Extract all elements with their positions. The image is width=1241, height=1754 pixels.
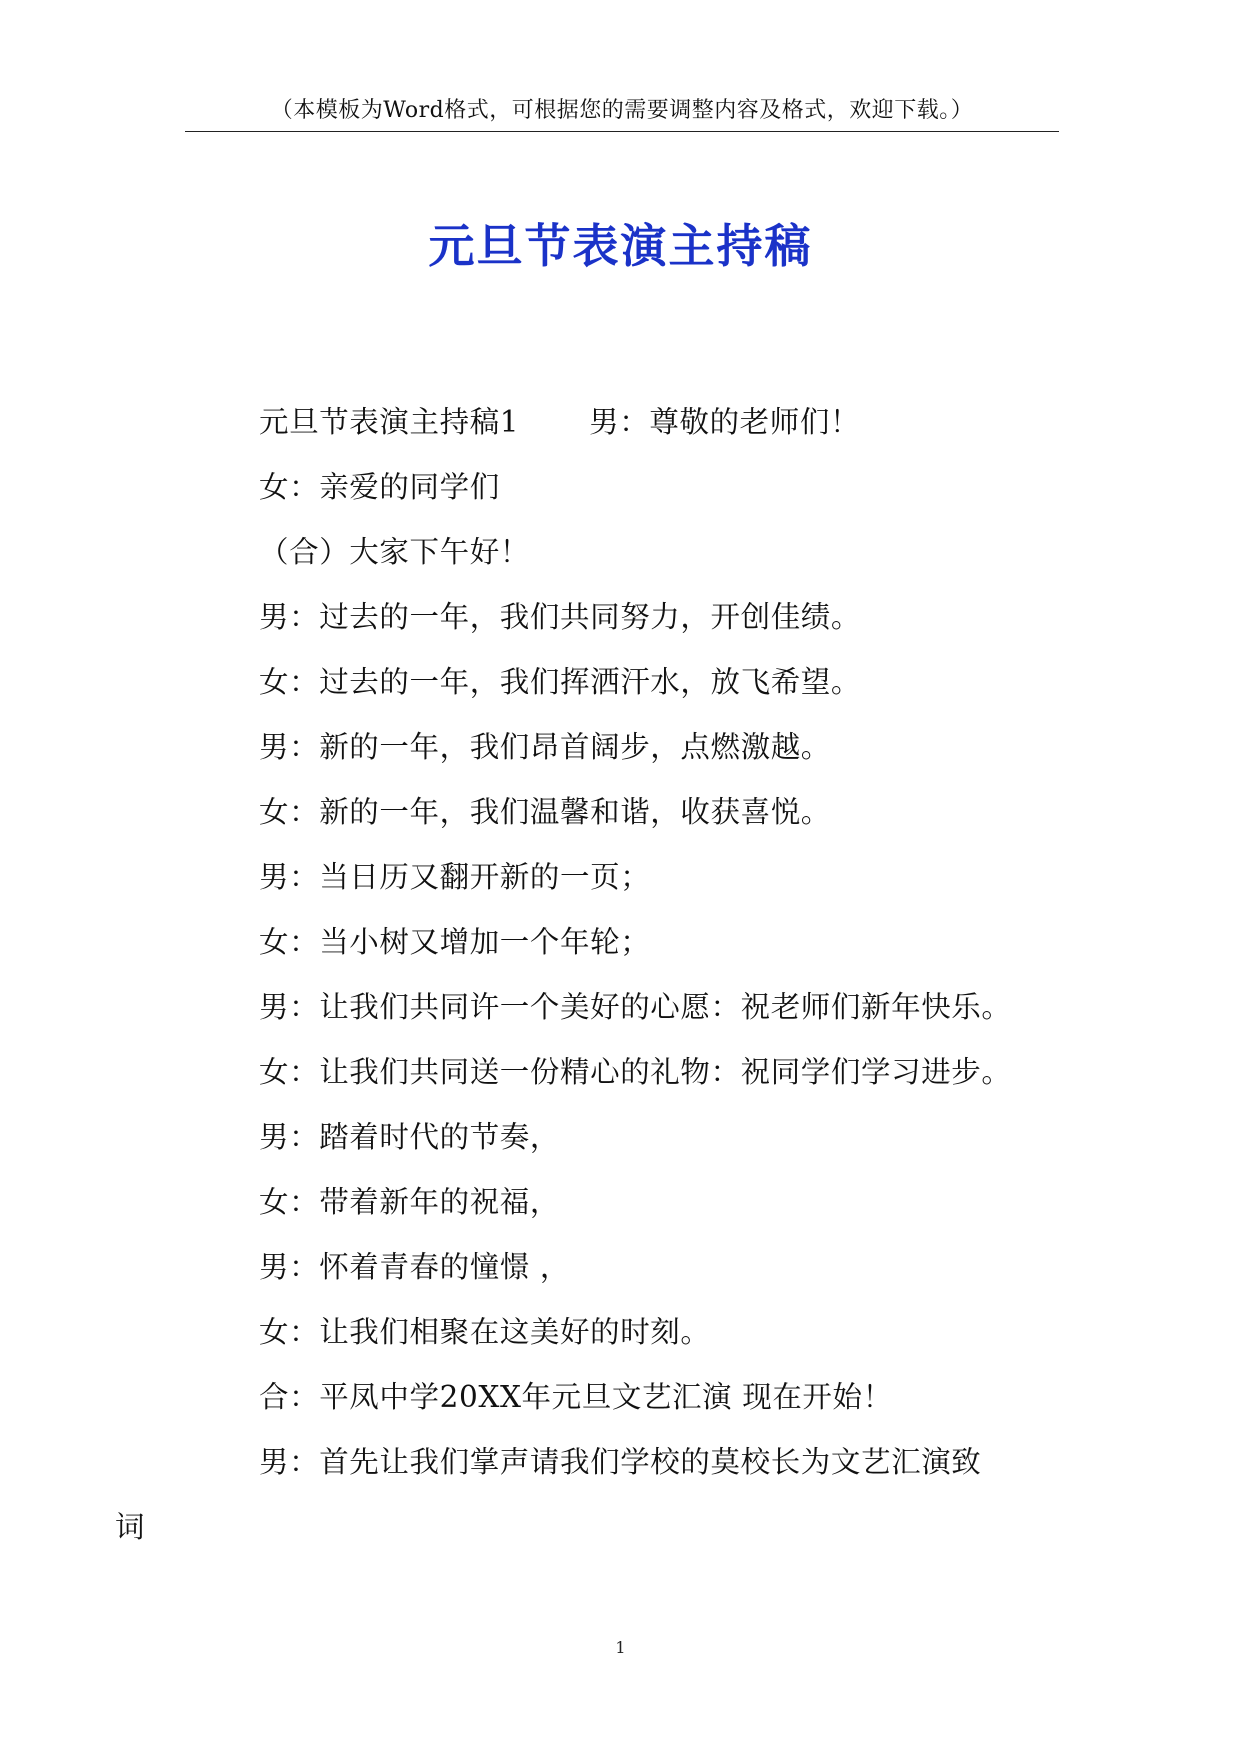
paragraph: （合）大家下午好！ [259,535,530,569]
paragraph: 男：让我们共同许一个美好的心愿：祝老师们新年快乐。 [259,990,1012,1024]
section-heading: 元旦节表演主持稿1 [259,405,520,439]
template-note: （本模板为Word格式，可根据您的需要调整内容及格式，欢迎下载。） [270,98,974,123]
paragraph: 男：怀着青春的憧憬 ， [259,1250,570,1284]
paragraph: 女：带着新年的祝福， [259,1185,561,1219]
document-title: 元旦节表演主持稿 [428,219,813,273]
paragraph: 男：当日历又翻开新的一页； [259,860,651,894]
paragraph: 男：踏着时代的节奏， [259,1120,561,1154]
paragraph: 合：平凤中学20XX年元旦文艺汇演 现在开始！ [259,1380,893,1414]
document-body [115,390,1067,1560]
page-number: 1 [615,1638,626,1657]
header-divider [185,131,1059,132]
paragraph: 男：新的一年，我们昂首阔步，点燃激越。 [259,730,831,764]
paragraph [187,390,1067,455]
paragraph: 女：让我们共同送一份精心的礼物：祝同学们学习进步。 [259,1055,1012,1089]
dialogue-line: 男：尊敬的老师们！ [589,405,861,439]
paragraph: 男：首先让我们掌声请我们学校的莫校长为文艺汇演致词 [115,1445,982,1544]
paragraph: 女：亲爱的同学们 [259,470,500,504]
paragraph: 男：过去的一年，我们共同努力，开创佳绩。 [259,600,862,634]
paragraph: 女：过去的一年，我们挥洒汗水，放飞希望。 [259,665,862,699]
paragraph: 女：新的一年，我们温馨和谐，收获喜悦。 [259,795,831,829]
paragraph: 女：让我们相聚在这美好的时刻。 [259,1315,711,1349]
paragraph: 女：当小树又增加一个年轮； [259,925,651,959]
